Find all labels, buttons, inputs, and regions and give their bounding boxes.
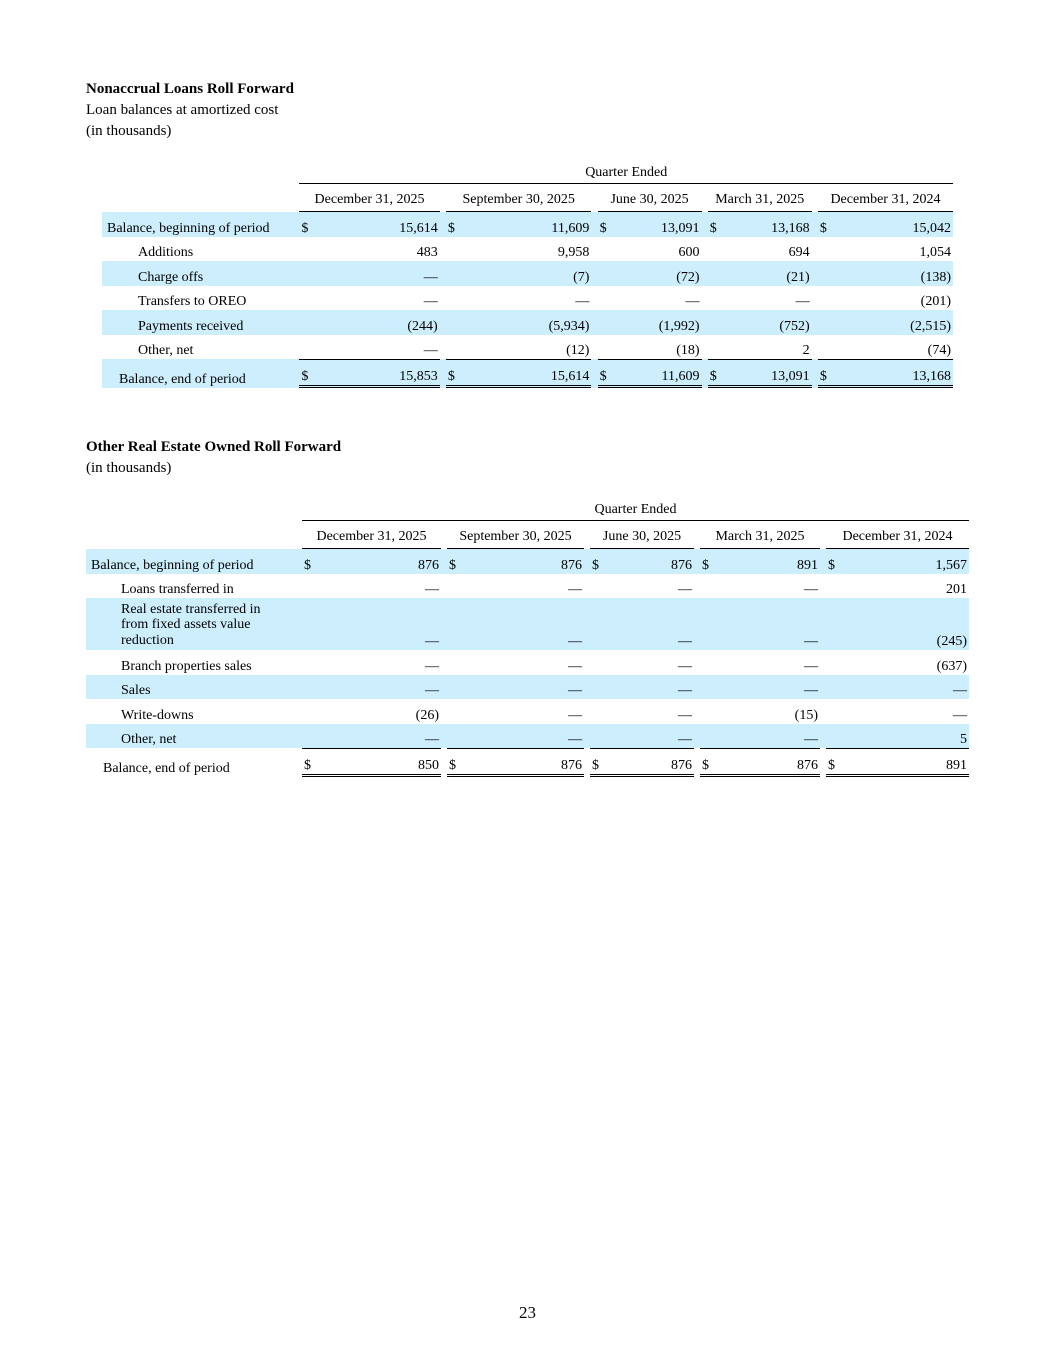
dollar-sign: $: [700, 549, 720, 574]
nonaccrual-table: [102, 156, 953, 388]
row-label: Other, net: [86, 724, 302, 749]
cell-value: 15,042: [839, 212, 953, 237]
nonaccrual-heading: [86, 79, 294, 142]
dollar-sign: $: [708, 212, 729, 237]
nonaccrual-units: (in thousands): [86, 123, 172, 139]
period-header: December 31, 2024: [818, 184, 953, 213]
oreo-heading: [86, 437, 341, 479]
cell-value: —: [804, 582, 818, 597]
table-row: [86, 650, 969, 675]
cell-value: 1,054: [919, 245, 951, 260]
page-number: 23: [519, 1303, 536, 1322]
dollar-sign: $: [302, 549, 322, 574]
dollar-sign: $: [708, 359, 729, 388]
nonaccrual-title: Nonaccrual Loans Roll Forward: [86, 81, 294, 97]
cell-value: (752): [729, 310, 812, 335]
cell-value: —: [568, 582, 582, 597]
dollar-sign: $: [598, 359, 619, 388]
cell-value: —: [568, 658, 582, 674]
oreo-table: [86, 493, 969, 777]
cell-value: 876: [720, 748, 820, 777]
cell-value: (244): [320, 310, 439, 335]
period-header: March 31, 2025: [700, 521, 820, 550]
table-row-total: [102, 359, 953, 388]
cell-value: —: [720, 675, 820, 700]
row-label: Payments received: [102, 310, 299, 335]
cell-value: (1,992): [618, 310, 701, 335]
cell-value: 15,614: [320, 212, 439, 237]
dollar-sign: $: [590, 748, 610, 777]
cell-value: 9,958: [557, 245, 590, 260]
dollar-sign: $: [299, 212, 320, 237]
row-label: Sales: [86, 675, 302, 700]
cell-value: 2: [802, 343, 810, 358]
quarter-ended-header: Quarter Ended: [302, 493, 969, 521]
period-header: December 31, 2025: [302, 521, 441, 550]
period-header: December 31, 2025: [299, 184, 439, 213]
table-row: [102, 310, 953, 335]
table-row: [86, 724, 969, 749]
cell-value: 13,168: [729, 212, 812, 237]
cell-value: (72): [618, 261, 701, 286]
nonaccrual-period-header-row: [102, 184, 953, 213]
dollar-sign: $: [299, 359, 320, 388]
oreo-units: (in thousands): [86, 460, 172, 476]
cell-value: 15,853: [320, 359, 439, 388]
oreo-title: Other Real Estate Owned Roll Forward: [86, 439, 342, 455]
cell-value: 876: [610, 748, 694, 777]
cell-value: —: [425, 658, 439, 674]
row-label: Balance, beginning of period: [86, 549, 302, 574]
nonaccrual-group-header-row: [102, 156, 953, 184]
nonaccrual-subtitle: Loan balances at amortized cost: [86, 102, 279, 118]
row-label: Charge offs: [102, 261, 299, 286]
dollar-sign: $: [447, 549, 467, 574]
table-row: [86, 549, 969, 574]
cell-value: —: [575, 294, 590, 309]
table-row: [102, 261, 953, 286]
row-label: Balance, end of period: [103, 760, 230, 776]
cell-value: —: [322, 598, 441, 650]
cell-value: —: [425, 582, 439, 597]
cell-value: (2,515): [839, 310, 953, 335]
table-row: [86, 574, 969, 599]
cell-value: 483: [416, 245, 438, 260]
cell-value: (245): [846, 598, 969, 650]
cell-value: 850: [322, 748, 441, 777]
period-header: March 31, 2025: [708, 184, 812, 213]
cell-value: —: [678, 582, 692, 597]
dollar-sign: $: [302, 748, 322, 777]
row-label: Balance, end of period: [102, 359, 299, 388]
cell-value: —: [423, 343, 438, 358]
table-row: [102, 212, 953, 237]
dollar-sign: $: [818, 359, 839, 388]
cell-value: (21): [729, 261, 812, 286]
row-label: Loans transferred in: [121, 582, 234, 597]
cell-value: —: [685, 294, 700, 309]
dollar-sign: $: [446, 212, 467, 237]
row-label: Branch properties sales: [121, 658, 252, 674]
cell-value: (138): [839, 261, 953, 286]
cell-value: —: [610, 675, 694, 700]
table-row: [102, 335, 953, 360]
cell-value: —: [467, 598, 584, 650]
table-row-total: [86, 748, 969, 777]
dollar-sign: $: [598, 212, 619, 237]
cell-value: (15): [794, 707, 818, 723]
oreo-period-header-row: [86, 521, 969, 550]
cell-value: —: [720, 724, 820, 749]
cell-value: —: [720, 598, 820, 650]
cell-value: 13,091: [729, 359, 812, 388]
cell-value: —: [610, 598, 694, 650]
cell-value: —: [320, 261, 439, 286]
cell-value: —: [467, 724, 584, 749]
cell-value: 1,567: [846, 549, 969, 574]
cell-value: 891: [720, 549, 820, 574]
cell-value: 201: [946, 582, 967, 597]
cell-value: —: [423, 294, 438, 309]
dollar-sign: $: [447, 748, 467, 777]
row-label: Real estate transferred in from fixed assets value reduction: [121, 601, 261, 648]
cell-value: 5: [846, 724, 969, 749]
cell-value: —: [678, 707, 692, 723]
table-row: [102, 286, 953, 311]
cell-value: 13,091: [618, 212, 701, 237]
cell-value: 15,614: [467, 359, 592, 388]
period-header: December 31, 2024: [826, 521, 969, 550]
dollar-sign: $: [818, 212, 839, 237]
quarter-ended-header: Quarter Ended: [299, 156, 953, 184]
cell-value: —: [322, 675, 441, 700]
dollar-sign: $: [700, 748, 720, 777]
cell-value: (74): [927, 343, 951, 358]
cell-value: (26): [415, 707, 439, 723]
cell-value: 13,168: [839, 359, 953, 388]
table-row: [86, 699, 969, 724]
dollar-sign: $: [590, 549, 610, 574]
dollar-sign: $: [446, 359, 467, 388]
row-label: Write-downs: [121, 707, 194, 723]
cell-value: 876: [467, 549, 584, 574]
cell-value: 694: [788, 245, 810, 260]
cell-value: —: [795, 294, 810, 309]
cell-value: —: [804, 658, 818, 674]
cell-value: (18): [676, 343, 700, 358]
row-label: Balance, beginning of period: [102, 212, 299, 237]
period-header: September 30, 2025: [446, 184, 591, 213]
cell-value: —: [322, 724, 441, 749]
row-label: Transfers to OREO: [138, 294, 247, 309]
cell-value: —: [678, 658, 692, 674]
cell-value: (5,934): [467, 310, 592, 335]
oreo-group-header-row: [86, 493, 969, 521]
dollar-sign: $: [826, 549, 846, 574]
cell-value: 600: [678, 245, 700, 260]
cell-value: (201): [920, 294, 951, 309]
table-row: [102, 237, 953, 262]
period-header: September 30, 2025: [447, 521, 584, 550]
dollar-sign: $: [826, 748, 846, 777]
cell-value: —: [568, 707, 582, 723]
cell-value: —: [610, 724, 694, 749]
cell-value: 876: [610, 549, 694, 574]
cell-value: 876: [322, 549, 441, 574]
cell-value: 891: [846, 748, 969, 777]
period-header: June 30, 2025: [590, 521, 694, 550]
row-label: Other, net: [138, 343, 194, 358]
cell-value: (7): [467, 261, 592, 286]
table-row: [86, 598, 969, 650]
cell-value: 11,609: [618, 359, 701, 388]
cell-value: —: [953, 707, 967, 723]
period-header: June 30, 2025: [598, 184, 702, 213]
row-label: Additions: [138, 245, 194, 260]
cell-value: (12): [566, 343, 590, 358]
cell-value: —: [467, 675, 584, 700]
cell-value: (637): [936, 658, 967, 674]
cell-value: 876: [467, 748, 584, 777]
cell-value: —: [846, 675, 969, 700]
cell-value: 11,609: [467, 212, 592, 237]
table-row: [86, 675, 969, 700]
